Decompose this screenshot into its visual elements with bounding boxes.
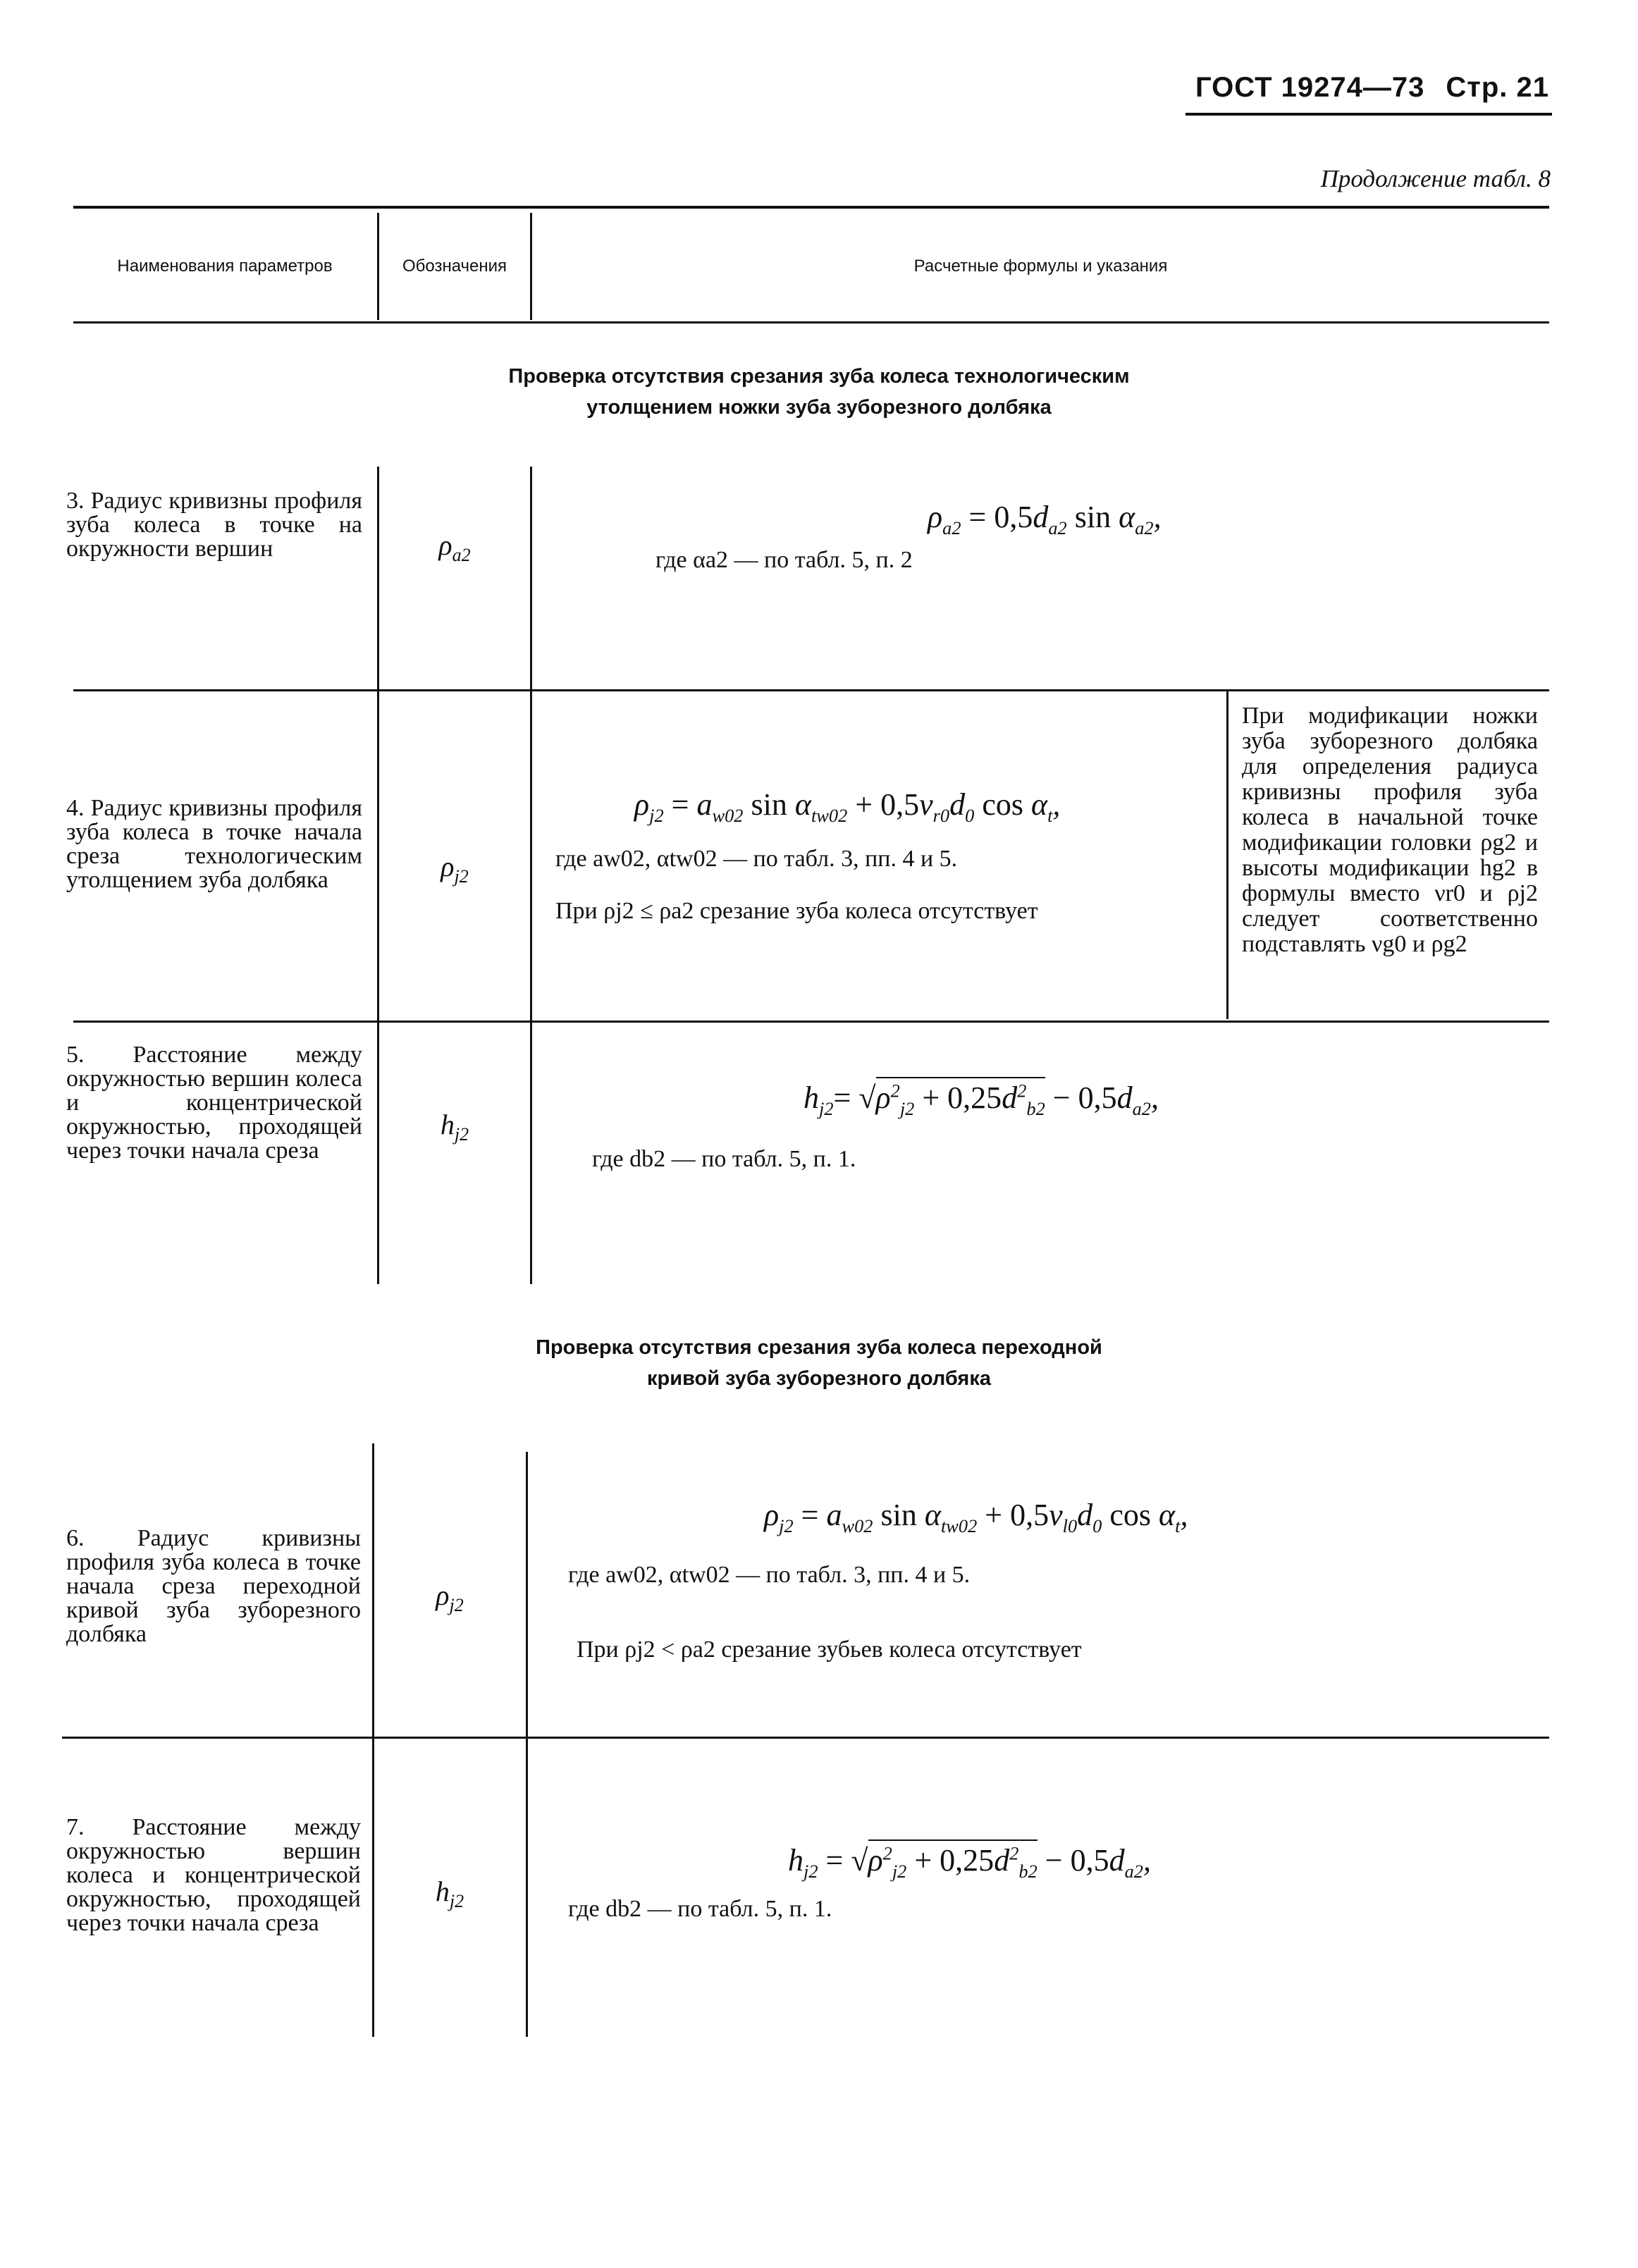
formula-note: где db2 — по табл. 5, п. 1. (568, 1896, 832, 1922)
column-divider (530, 691, 532, 1022)
param-name: 4. Радиус кривизны профиля зуба колеса в точке начала среза технологическим утолщением зуба долбяка (66, 795, 362, 893)
column-header-formula: Расчетные формулы и указания (913, 257, 1168, 276)
table-continuation-label: Продолжение табл. 8 (1320, 165, 1551, 192)
section-title-line: кривой зуба зуборезного долбяка (647, 1367, 991, 1390)
column-divider (1226, 691, 1228, 1019)
formula-note: где db2 — по табл. 5, п. 1. (592, 1146, 856, 1172)
table-header-rule (73, 321, 1549, 323)
column-divider (377, 467, 379, 689)
formula-condition: При ρj2 ≤ ρa2 срезание зуба колеса отсутствует (555, 898, 1038, 924)
formula: $h_{j2} = √\rho^2_{j2} + 0,25d^2_{b2} - 0,5d_{a2}$, (788, 1839, 1151, 1882)
param-symbol: $\rho_{j2}$ (441, 851, 469, 887)
param-symbol: $\rho_{j2}$ (436, 1579, 464, 1615)
section-title (0, 1332, 1638, 1394)
param-symbol: $h_{j2}$ (440, 1109, 469, 1145)
formula-note: где aw02, αtw02 — по табл. 3, пп. 4 и 5. (568, 1562, 971, 1588)
column-divider (526, 1741, 528, 2037)
formula: $h_{j2}= √\rho^2_{j2} + 0,25d^2_{b2} - 0,5d_{a2}$, (803, 1077, 1159, 1120)
section-title-line: утолщением ножки зуба зуборезного долбяка (586, 396, 1052, 419)
param-name: 5. Расстояние между окружностью вершин колеса и концентрической окружностью, проходящей через точки начала среза (66, 1042, 362, 1164)
table-top-rule (73, 206, 1549, 209)
formula: $\rho_{j2} = a_{w02}$ $\sin \alpha_{tw02} + 0,5\nu_{l0}d_0$ $\cos \alpha_t$, (764, 1498, 1188, 1536)
formula-condition: При ρj2 < ρa2 срезание зубьев колеса отсутствует (577, 1637, 1082, 1663)
column-header-param: Наименования параметров (117, 257, 333, 276)
header-rule (1186, 113, 1552, 116)
document-number: ГОСТ 19274—73 (1195, 72, 1425, 103)
param-name: 6. Радиус кривизны профиля зуба колеса в точке начала среза переходной кривой зуба зуборезного долбяка (66, 1525, 361, 1647)
param-name: 3. Радиус кривизны профиля зуба колеса в точке на окружности вершин (66, 488, 362, 562)
param-symbol: $h_{j2}$ (435, 1875, 464, 1911)
side-note: При модификации ножки зуба зуборезного долбяка для определения радиуса кривизны профиля зуба колеса в начальной точке модификации головки ρg2 и высоты модификации hg2 в формулы вместо νr0 и ρj2 следует соответственно подставлять νg0 и ρg2 (1242, 703, 1538, 957)
param-name: 7. Расстояние между окружностью вершин колеса и концентрической окружностью, проходящей через точки начала среза (66, 1814, 361, 1936)
formula-note: где αa2 — по табл. 5, п. 2 (655, 547, 913, 573)
row-rule (62, 1737, 1549, 1739)
param-symbol: $\rho_{a2}$ (438, 529, 471, 565)
column-divider (530, 1022, 532, 1284)
column-divider (530, 467, 532, 689)
section-title-line: Проверка отсутствия срезания зуба колеса переходной (536, 1336, 1102, 1359)
column-divider (526, 1452, 528, 1748)
section-title-line: Проверка отсутствия срезания зуба колеса технологическим (508, 365, 1130, 388)
row-rule (73, 689, 1549, 691)
row-rule (73, 1021, 1549, 1023)
formula: $\rho_{a2} = 0,5d_{a2}$ $\sin \alpha_{a2}$, (928, 500, 1162, 538)
column-header-symbol: Обозначения (402, 257, 507, 276)
formula: $\rho_{j2} = a_{w02}$ $\sin \alpha_{tw02} + 0,5\nu_{r0}d_0$ $\cos \alpha_t$, (634, 787, 1061, 826)
formula-note: где aw02, αtw02 — по табл. 3, пп. 4 и 5. (555, 846, 958, 872)
column-divider (377, 1022, 379, 1284)
page-header (1195, 72, 1549, 104)
page-number: Стр. 21 (1446, 72, 1549, 103)
section-title (0, 361, 1638, 423)
